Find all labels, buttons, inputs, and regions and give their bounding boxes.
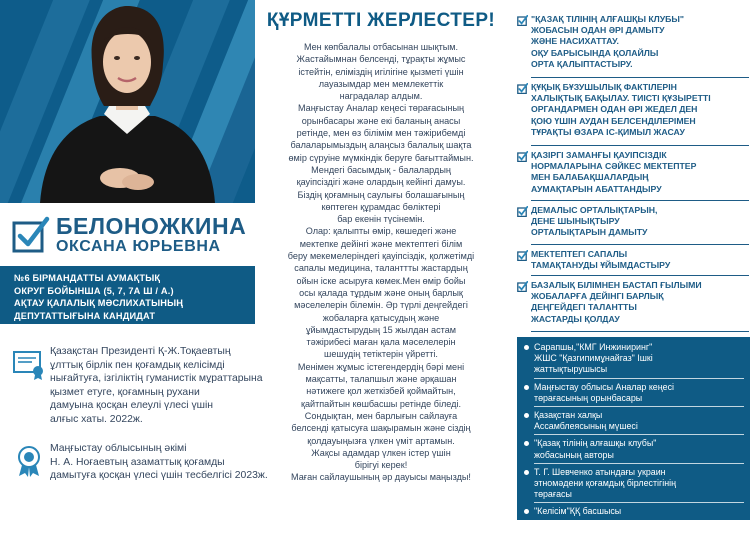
program-line: ТҰРАҚТЫ ӨЗАРА ІС-ҚИМЫЛ ЖАСАУ	[531, 126, 685, 137]
appeal-line: наградалар алдым.	[339, 91, 423, 102]
candidate-given-names: ОКСАНА ЮРЬЕВНА	[56, 238, 221, 255]
candidate-column	[0, 0, 268, 533]
bullet-icon	[524, 509, 529, 514]
bullet-icon	[524, 385, 529, 390]
role-line: жобасының авторы	[534, 449, 614, 460]
program-line: МЕКТЕПТЕГІ САПАЛЫ	[531, 249, 628, 259]
appeal-line: беру мекемелеріндегі қауіпсіздік, қолжетімді	[287, 251, 475, 262]
award-president-letter	[12, 345, 263, 425]
candidacy-line: ДЕПУТАТТЫҒЫНА КАНДИДАТ	[14, 310, 156, 321]
bullet-icon	[524, 413, 529, 418]
program-item-text	[531, 82, 749, 138]
checkbox-check-icon	[517, 250, 528, 261]
appeal-line: қайтпайтын көшбасшы ретінде біледі.	[300, 398, 462, 409]
divider	[531, 331, 749, 332]
role-text	[534, 438, 744, 460]
checkbox-check-icon	[517, 206, 528, 217]
appeal-line: Жақсы адамдар үлкен істер үшін	[311, 447, 451, 458]
program-line: АУМАҚТАРЫН АБАТТАНДЫРУ	[531, 183, 662, 194]
appeal-line: мәселелерін білемін. Әр түрлі деңгейдегі	[294, 300, 468, 311]
role-text	[534, 382, 744, 404]
program-item-text	[531, 150, 749, 195]
appeal-line: ұйымдастырудың 15 жылдан астам	[305, 324, 457, 335]
program-line: ЖАСТАРДЫ ҚОЛДАУ	[531, 313, 620, 324]
candidacy-line: №6 БІРМАНДАТТЫ АУМАҚТЫҚ	[14, 273, 161, 283]
photo-background	[0, 0, 255, 203]
program-line: "ҚАЗАҚ ТІЛІНІҢ АЛҒАШҚЫ КЛУБЫ"	[531, 14, 685, 24]
roles-panel	[517, 337, 750, 520]
bullet-icon	[524, 345, 529, 350]
divider	[531, 77, 749, 78]
appeal-letter	[258, 41, 504, 484]
divider	[531, 200, 749, 201]
role-line: Сарапшы,"КМГ Инжиниринг"	[534, 342, 653, 352]
appeal-line: өмір сүруіне мүмкіндік беруге бағыттаймын.	[288, 152, 474, 163]
divider	[534, 463, 744, 464]
appeal-line: Біздің қоғамның саулығы болашағының	[297, 189, 465, 200]
appeal-line: Менімен жұмыс істегендердің бәрі мені	[297, 361, 465, 372]
award-line: Н. А. Ноғаевтың азаматтық қоғамды	[50, 456, 225, 468]
program-line: МЕН БАЛАБАҚШАЛАРДЫҢ	[531, 172, 649, 183]
checkbox-check-icon	[517, 281, 528, 292]
program-item-text	[531, 249, 749, 271]
role-line: жаттықтырушысы	[534, 364, 608, 375]
program-line: ЖӘНЕ НАСИХАТТАУ.	[531, 36, 619, 47]
role-line: төрағасының орынбасары	[534, 392, 643, 403]
program-line: ДЕМАЛЫС ОРТАЛЫҚТАРЫН,	[531, 205, 658, 215]
program-line: ОРГАНДАРМЕН ОДАН ӘРІ ЖЕДЕЛ ДЕН	[531, 104, 698, 115]
award-text	[50, 345, 263, 427]
program-line: ЖОБАЛАРҒА ДЕЙІНГІ БАРЛЫҚ	[531, 291, 664, 302]
divider	[534, 502, 744, 503]
appeal-line: ойын іске асыруға көмек.Мен өмір бойы	[296, 275, 466, 286]
program-line: ҚОЮ ҮШІН АУДАН БЕЛСЕНДІЛЕРІМЕН	[531, 115, 696, 126]
award-akim-badge	[12, 442, 268, 490]
appeal-line: бар екенін түсінемін.	[337, 214, 425, 225]
role-item	[524, 342, 744, 376]
program-column	[507, 0, 750, 533]
role-text	[534, 506, 744, 517]
divider	[534, 378, 744, 379]
award-text	[50, 442, 268, 483]
role-item	[524, 438, 744, 460]
role-line: "Қазақ тілінің алғашқы клубы"	[534, 438, 657, 449]
divider	[531, 145, 749, 146]
checkbox-check-icon	[12, 216, 50, 254]
appeal-line: мектепке дейінгі және мектептегі білім	[299, 238, 463, 249]
role-line: төрағасы	[534, 489, 572, 500]
role-item	[524, 506, 744, 517]
appeal-line: шешудің тетіктерін үйретті.	[324, 349, 438, 360]
appeal-line: ретінде, мен өз білімім мен тәжірибемді	[296, 128, 466, 139]
appeal-line: қауіпсіздігі және олардың кейінгі дамуы.	[296, 177, 466, 188]
appeal-title: ҚҰРМЕТТІ ЖЕРЛЕСТЕР!	[266, 10, 496, 31]
award-line: Қазақстан Президенті Қ-Ж.Тоқаевтың	[50, 346, 231, 357]
appeal-line: Жастайымнан белсенді, тұрақты жұмыс	[296, 54, 466, 65]
program-line: ТАМАҚТАНУДЫ ҰЙЫМДАСТЫРУ	[531, 260, 671, 271]
appeal-line: Мендегі басымдық - балалардың	[311, 164, 451, 175]
program-line: ҚАЗІРГІ ЗАМАНҒЫ ҚАУІПСІЗДІК	[531, 150, 667, 160]
program-line: ОРТАЛЫҚТАРЫН ДАМЫТУ	[531, 227, 648, 238]
checkbox-check-icon	[517, 83, 528, 94]
appeal-column	[258, 0, 504, 533]
candidacy-line: АҚТАУ ҚАЛАЛЫҚ МӘСЛИХАТЫНЫҢ	[14, 298, 184, 308]
appeal-line: нәтижеге қол жеткізбей қоймайтын,	[306, 386, 456, 397]
program-item-text	[531, 205, 749, 239]
appeal-line: көптеген құрамдас бөліктері	[321, 201, 441, 212]
appeal-line: қолдауыңызға үлкен үміт артамын.	[307, 435, 455, 446]
role-text	[534, 410, 744, 432]
program-line: ХАЛЫҚТЫҚ БАҚЫЛАУ. ТИІСТІ ҚҰЗЫРЕТТІ	[531, 93, 711, 104]
divider	[534, 406, 744, 407]
program-line: ДЕҢГЕЙДЕГІ ТАЛАНТТЫ	[531, 302, 637, 313]
program-line: ЖОБАСЫН ОДАН ӘРІ ДАМЫТУ	[531, 25, 665, 36]
program-line: ОҚУ БАРЫСЫНДА ҚОЛАЙЛЫ	[531, 47, 659, 58]
program-item-text	[531, 14, 749, 70]
award-line: нығайтуға, ізгіліктің гуманистік мұраттарына	[50, 373, 263, 385]
appeal-line: Мен көпбалалы отбасынан шықтым.	[303, 42, 459, 52]
program-line: ҚҰҚЫҚ БҰЗУШЫЛЫҚ ФАКТІЛЕРІН	[531, 82, 677, 92]
appeal-line: бірігуі керек!	[354, 460, 408, 471]
program-line: ОРТА ҚАЛЫПТАСТЫРУ.	[531, 58, 633, 69]
divider	[531, 275, 749, 276]
candidacy-line: ОКРУГ БОЙЫНША (5, 7, 7А Ш / А.)	[14, 285, 174, 296]
role-line: Т. Г. Шевченко атындағы украин	[534, 466, 666, 477]
appeal-line: мақсатты, талапшыл және әрқашан	[305, 374, 457, 385]
role-line: "Келісім"ҚҚ басшысы	[534, 506, 622, 517]
program-line: НОРМАЛАРЫНА СӘЙКЕС МЕКТЕПТЕР	[531, 161, 697, 172]
program-line: ДЕНЕ ШЫНЫҚТЫРУ	[531, 216, 620, 227]
appeal-line: орынбасары және екі баланың анасы	[301, 115, 461, 126]
appeal-line: сапалы медицина, таланттты жастардың	[294, 263, 468, 274]
role-line: ЖШС "Қазгипимұнайгаз" Ішкі	[534, 353, 653, 364]
role-text	[534, 467, 744, 501]
award-line: алғыс хаты. 2022ж.	[50, 413, 143, 425]
candidate-name	[0, 213, 255, 259]
appeal-line: Сондықтан, мен барлығын сайлауға	[304, 410, 458, 421]
award-line: қызмет етуге, қоғамның рухани	[50, 386, 200, 398]
role-line: этномәдени қоғамдық бірлестігінің	[534, 478, 676, 489]
divider	[531, 244, 749, 245]
appeal-line: белсенді қатысуға шақырамын және сіздің	[291, 423, 471, 434]
role-line: Маңғыстау облысы Аналар кеңесі	[534, 381, 674, 392]
candidate-portrait-icon	[0, 0, 255, 203]
role-text	[534, 342, 744, 376]
role-line: Ассамблеясының мүшесі	[534, 421, 638, 432]
program-line: БАЗАЛЫҚ БІЛІМНЕН БАСТАП ҒЫЛЫМИ	[531, 280, 702, 290]
appeal-line: осы қалада тұрдым және оның барлық	[299, 287, 463, 298]
award-line: Маңғыстау облысының әкімі	[50, 443, 187, 454]
appeal-line: Олар: қалыпты өмір, көшедегі және	[305, 226, 457, 237]
checkbox-check-icon	[517, 151, 528, 162]
award-line: дамытуға қосқан үлесі үшін тесбелгісі 2023ж.	[50, 470, 268, 482]
role-item	[524, 467, 744, 501]
bullet-icon	[524, 441, 529, 446]
bullet-icon	[524, 470, 529, 475]
appeal-line: Маған сайлаушының әр дауысы маңызды!	[291, 472, 471, 483]
candidate-surname: БЕЛОНОЖКИНА	[56, 213, 247, 239]
appeal-line: жобаларға қатысудың және	[322, 312, 440, 323]
award-line: дамуына қосқан елеулі үлесі үшін	[50, 400, 214, 412]
role-item	[524, 382, 744, 404]
checkbox-check-icon	[517, 15, 528, 26]
role-item	[524, 410, 744, 432]
medal-icon	[12, 444, 46, 478]
appeal-line: тәжірибесі маған қала мәселелерін	[306, 337, 456, 348]
role-line: Қазақстан халқы	[534, 410, 603, 421]
appeal-line: лауазымдар мен мемлекеттік	[318, 78, 444, 89]
candidacy-banner	[0, 266, 255, 324]
appeal-line: істейтін, еліміздің игілігіне қызметі үшін	[298, 66, 464, 77]
divider	[534, 434, 744, 435]
program-item-text	[531, 280, 749, 325]
award-line: ұлттық бірлік пен қоғамдық келісімді	[50, 359, 225, 371]
certificate-icon	[12, 347, 46, 381]
appeal-line: балаларымыздың алаңсыз балалық шақта	[290, 140, 472, 151]
appeal-line: Маңғыстау Аналар кеңесі төрағасының	[297, 103, 465, 114]
